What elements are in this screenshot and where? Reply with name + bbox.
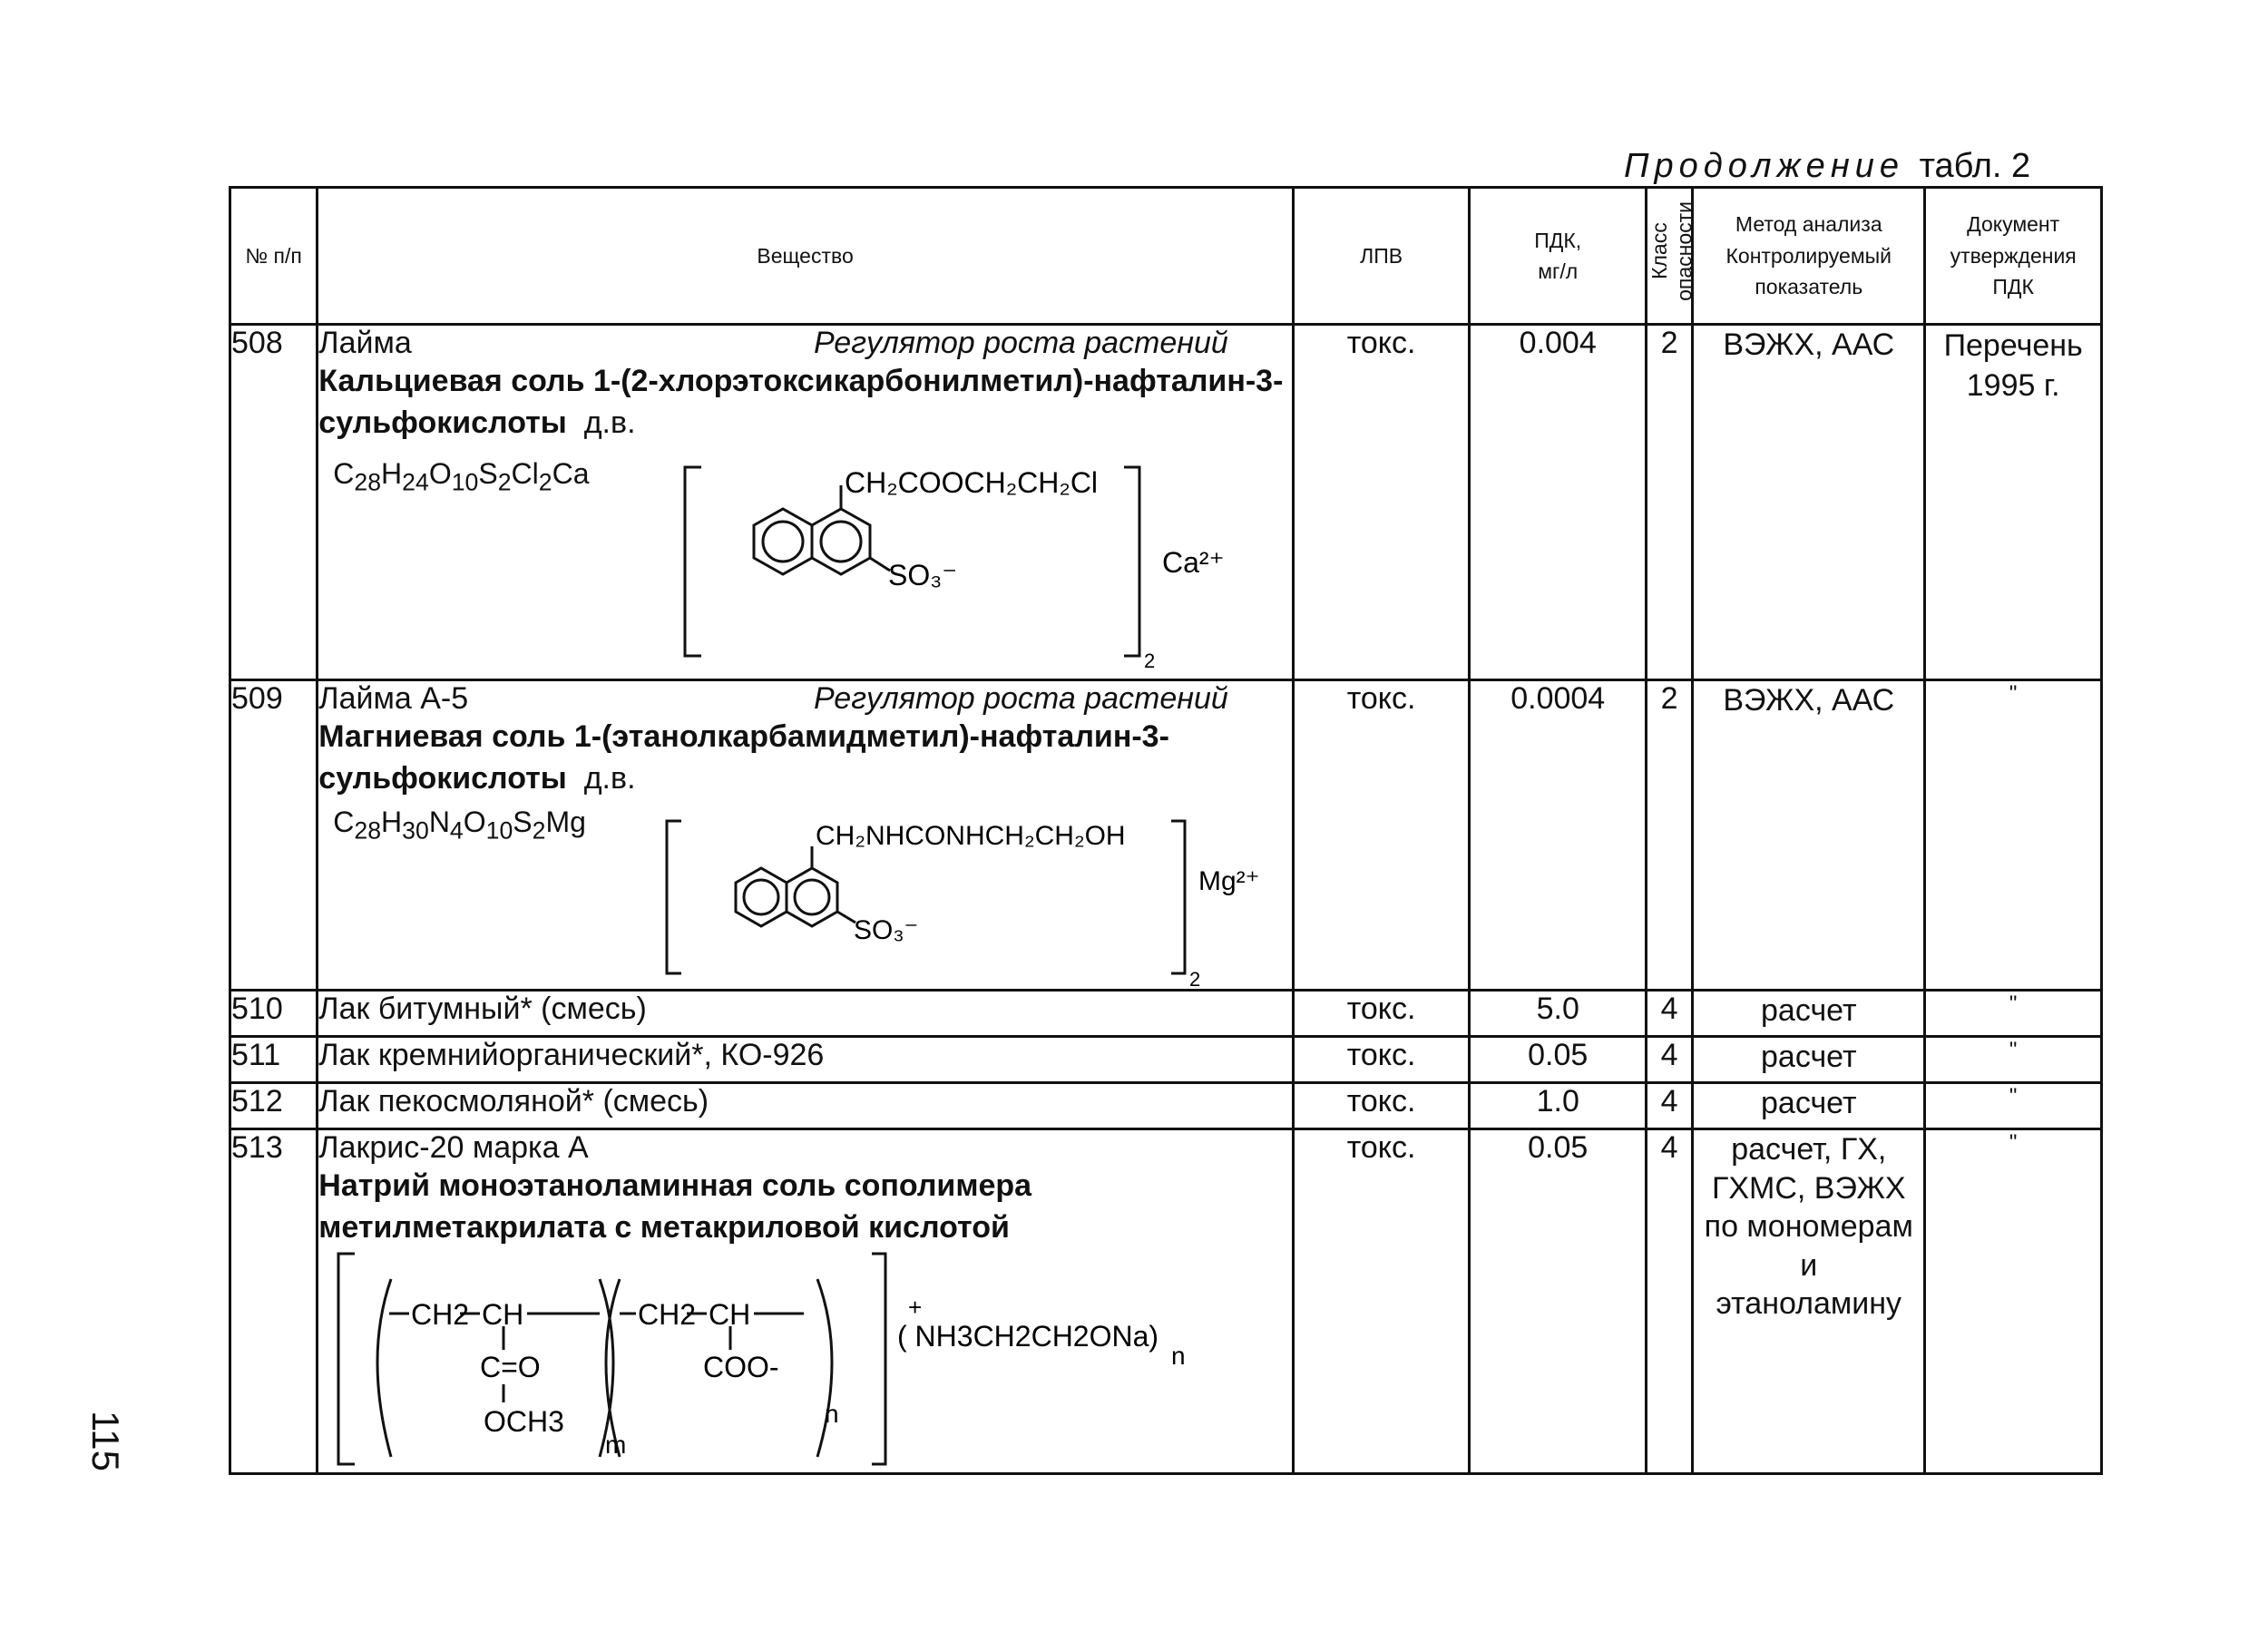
row-number: 511 xyxy=(230,1037,318,1083)
hazard-cell: 4 xyxy=(1647,1083,1693,1129)
copolymer-structure-513 xyxy=(327,1250,1235,1472)
substance-name: Лайма xyxy=(318,326,412,360)
doc-cell xyxy=(1925,325,2102,680)
substance-chemical: Магниевая соль 1-(этанолкарбамидметил)-нафталин-3-сульфокислоты xyxy=(318,719,1169,796)
substance-name: Лак пекосмоляной* (смесь) xyxy=(318,1083,1294,1129)
substance-cell xyxy=(318,1129,1294,1474)
col-doc xyxy=(1925,188,2102,325)
col-substance: Вещество xyxy=(318,188,1294,325)
poly-plus: + xyxy=(908,1294,923,1321)
method-cell: расчет xyxy=(1693,1083,1925,1129)
pdk-cell: 0.0004 xyxy=(1470,680,1647,991)
col-doc-line3: ПДК xyxy=(1992,275,2034,299)
substance-name: Лакрис-20 марка А xyxy=(318,1130,589,1165)
table-row xyxy=(230,991,2102,1037)
molecular-formula: $C_{28}H_{24}O_{10}S_2Cl_2Ca$ xyxy=(333,456,590,496)
doc-line1: Перечень xyxy=(1943,328,2083,363)
substance-name: Лак кремнийорганический*, КО-926 xyxy=(318,1037,1294,1083)
poly-ch-1: CH xyxy=(482,1298,524,1331)
hazard-cell: 2 xyxy=(1647,325,1693,680)
page-number: 115 xyxy=(84,1411,127,1471)
table-row xyxy=(230,1129,2102,1474)
method-line5: этаноламину xyxy=(1716,1286,1902,1321)
col-doc-line2: утверждения xyxy=(1950,243,2077,268)
bracket-subscript: 2 xyxy=(1144,650,1156,672)
lpv-cell: токс. xyxy=(1293,680,1470,991)
table-row xyxy=(230,1037,2102,1083)
doc-cell: " xyxy=(1925,991,2102,1037)
molecular-formula: $C_{28}H_{30}N_4O_{10}S_2Mg$ xyxy=(333,805,586,845)
col-method-line2: Контролируемый xyxy=(1725,243,1892,268)
poly-n-inner: n xyxy=(825,1400,839,1428)
continuation-label xyxy=(1624,147,2030,186)
naphthalene-structure-508 xyxy=(681,464,1244,672)
substance-cell xyxy=(318,325,1294,680)
substance-name: Лайма А-5 xyxy=(318,681,469,716)
col-pdk xyxy=(1470,188,1647,325)
table-row xyxy=(230,1083,2102,1129)
method-cell: расчет xyxy=(1693,1037,1925,1083)
col-method-line3: показатель xyxy=(1755,275,1863,299)
substance-cell xyxy=(318,680,1294,991)
poly-ch2-1: CH2 xyxy=(411,1298,470,1331)
table-reference: табл. 2 xyxy=(1919,147,2031,185)
col-method xyxy=(1693,188,1925,325)
table-row xyxy=(230,680,2102,991)
poly-m: m xyxy=(605,1431,627,1459)
substance-chemical: Кальциевая соль 1-(2-хлорэтоксикарбонилметил)-нафталин-3-сульфокислоты xyxy=(318,364,1284,440)
col-doc-line1: Документ xyxy=(1967,212,2060,237)
lpv-cell: токс. xyxy=(1293,991,1470,1037)
hazard-cell: 4 xyxy=(1647,1129,1693,1474)
method-cell: расчет xyxy=(1693,991,1925,1037)
continuation-text: Продолжение xyxy=(1624,147,1904,185)
doc-cell: " xyxy=(1925,1083,2102,1129)
substituent-label: CH₂COOCH₂CH₂Cl xyxy=(845,466,1099,499)
row-number: 508 xyxy=(230,325,318,680)
doc-line2: 1995 г. xyxy=(1966,368,2060,404)
substance-dv: д.в. xyxy=(583,405,636,440)
poly-cation: ( NH3CH2CH2ONa) xyxy=(897,1320,1159,1353)
row-number: 510 xyxy=(230,991,318,1037)
method-cell: ВЭЖХ, ААС xyxy=(1693,680,1925,991)
method-line1: расчет, ГХ, xyxy=(1731,1132,1887,1167)
bracket-subscript: 2 xyxy=(1189,968,1201,991)
doc-cell: " xyxy=(1925,1037,2102,1083)
poly-och3: OCH3 xyxy=(484,1405,565,1438)
col-no: № п/п xyxy=(230,188,318,325)
substance-chemical-line2: метилметакрилата с метакриловой кислотой xyxy=(318,1209,1010,1245)
poly-n-outer: n xyxy=(1171,1342,1186,1370)
row-number: 509 xyxy=(230,680,318,991)
row-number: 512 xyxy=(230,1083,318,1129)
lpv-cell: токс. xyxy=(1293,1129,1470,1474)
col-hazard-text: Класс опасности xyxy=(1647,201,1696,302)
lpv-cell: токс. xyxy=(1293,1037,1470,1083)
pdk-cell: 0.004 xyxy=(1470,325,1647,680)
poly-ch-2: CH xyxy=(709,1298,751,1331)
substances-table xyxy=(229,186,2103,1475)
ion-label: Ca²⁺ xyxy=(1162,546,1225,579)
naphthalene-structure-509 xyxy=(663,817,1260,991)
pdk-cell: 0.05 xyxy=(1470,1129,1647,1474)
row-number: 513 xyxy=(230,1129,318,1474)
substituent-label: CH₂NHCONHCH₂CH₂OH xyxy=(816,821,1126,851)
ion-label: Mg²⁺ xyxy=(1198,866,1260,896)
hazard-cell: 4 xyxy=(1647,1037,1693,1083)
col-pdk-line1: ПДК, xyxy=(1534,228,1582,252)
substance-dv: д.в. xyxy=(583,760,636,796)
hazard-cell: 2 xyxy=(1647,680,1693,991)
col-lpv: ЛПВ xyxy=(1293,188,1470,325)
substance-name: Лак битумный* (смесь) xyxy=(318,991,1294,1037)
method-cell: ВЭЖХ, ААС xyxy=(1693,325,1925,680)
poly-ch2-2: CH2 xyxy=(638,1298,697,1331)
poly-coo: COO- xyxy=(703,1351,779,1383)
method-line2: ГХМС, ВЭЖХ xyxy=(1711,1170,1906,1206)
sulfo-label: SO₃⁻ xyxy=(888,559,958,591)
col-method-line1: Метод анализа xyxy=(1735,212,1882,237)
doc-cell: " xyxy=(1925,680,2102,991)
lpv-cell: токс. xyxy=(1293,1083,1470,1129)
poly-co: C=O xyxy=(480,1351,541,1383)
doc-cell: " xyxy=(1925,1129,2102,1474)
pdk-cell: 1.0 xyxy=(1470,1083,1647,1129)
method-line4: и xyxy=(1800,1247,1818,1283)
pdk-cell: 0.05 xyxy=(1470,1037,1647,1083)
sulfo-label: SO₃⁻ xyxy=(854,915,919,945)
col-pdk-line2: мг/л xyxy=(1538,259,1579,283)
table-row xyxy=(230,325,2102,680)
substance-purpose: Регулятор роста растений xyxy=(813,326,1228,360)
col-hazard xyxy=(1647,188,1696,325)
method-line3: по мономерам xyxy=(1704,1209,1913,1244)
substance-purpose: Регулятор роста растений xyxy=(813,681,1228,716)
pdk-cell: 5.0 xyxy=(1470,991,1647,1037)
hazard-cell: 4 xyxy=(1647,991,1693,1037)
substance-chemical-line1: Натрий моноэтаноламинная соль сополимера xyxy=(318,1168,1032,1203)
table-header-row xyxy=(230,188,2102,325)
method-cell xyxy=(1693,1129,1925,1474)
lpv-cell: токс. xyxy=(1293,325,1470,680)
